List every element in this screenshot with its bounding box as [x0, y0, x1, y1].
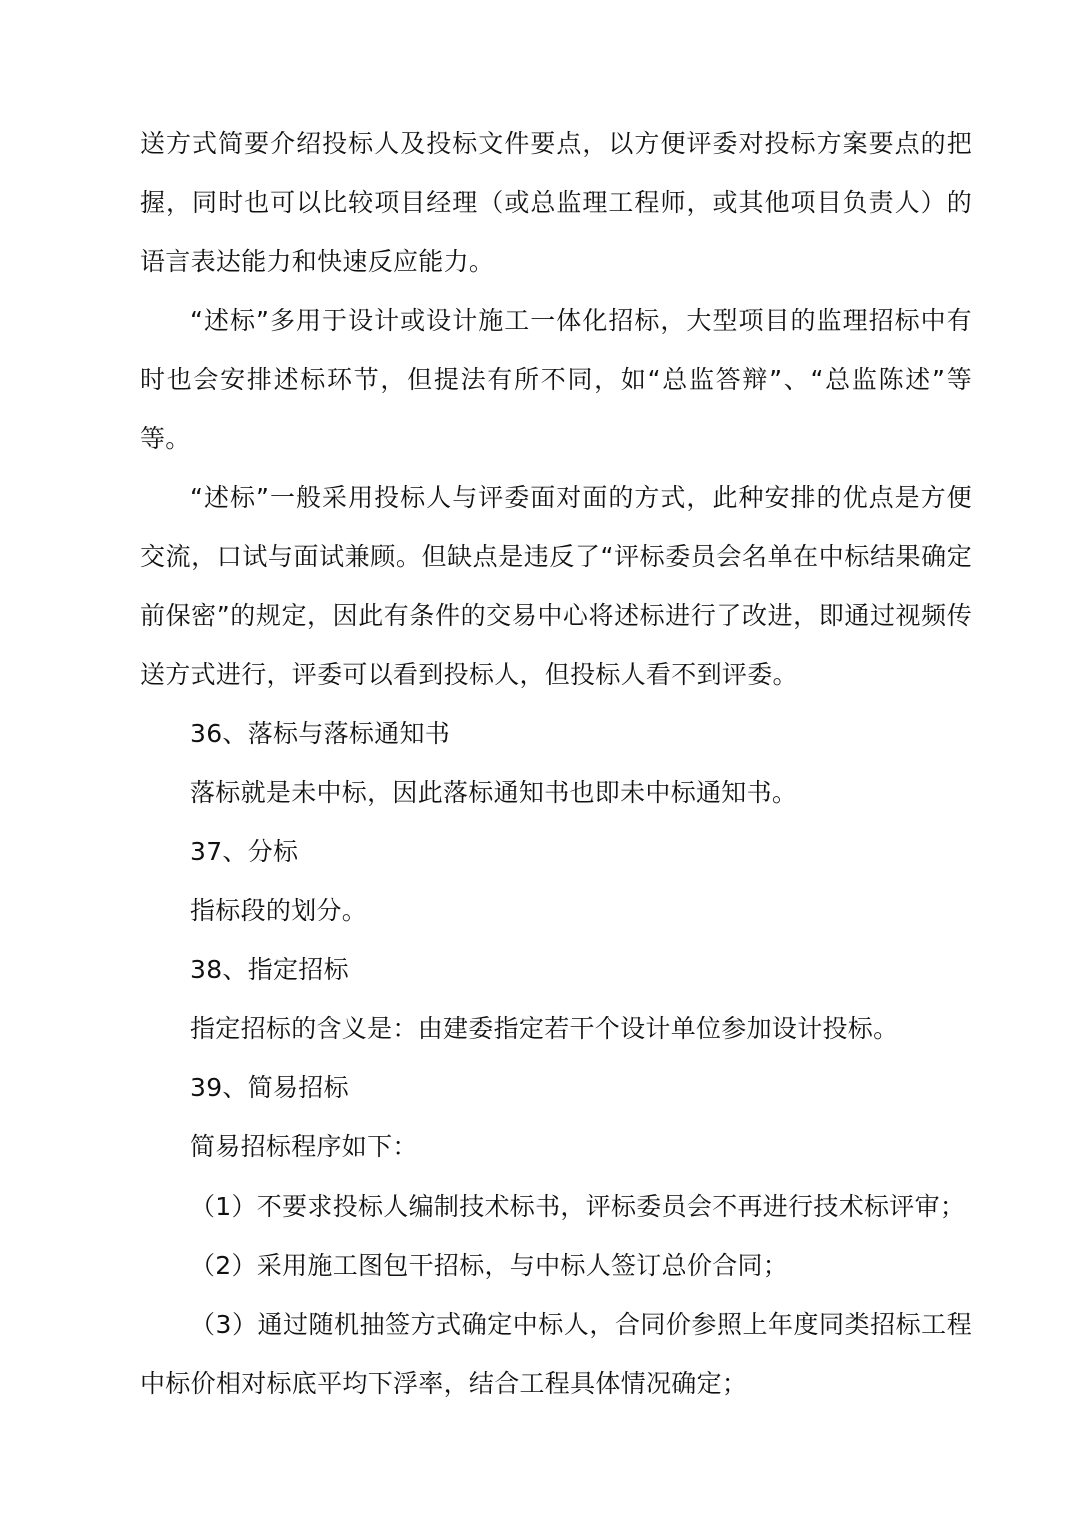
list-item-3: （3）通过随机抽签方式确定中标人，合同价参照上年度同类招标工程中标价相对标底平均下浮率，结合工程具体情况确定；	[140, 1310, 972, 1398]
list-item-1: （1）不要求投标人编制技术标书，评标委员会不再进行技术标评审；	[190, 1192, 966, 1221]
paragraph-shubiao-usage: “述标”多用于设计或设计施工一体化招标，大型项目的监理招标中有时也会安排述标环节，但提法有所不同，如“总监答辩”、“总监陈述”等等。	[140, 306, 972, 453]
heading-item-36: 36、落标与落标通知书	[190, 719, 451, 748]
heading-item-38: 38、指定招标	[190, 955, 349, 984]
heading-item-39: 39、简易招标	[190, 1073, 349, 1102]
definition-item-37: 指标段的划分。	[190, 896, 368, 925]
heading-item-37: 37、分标	[190, 837, 299, 866]
paragraph-shubiao-method: “述标”一般采用投标人与评委面对面的方式，此种安排的优点是方便交流，口试与面试兼顾。但缺点是违反了“评标委员会名单在中标结果确定前保密”的规定，因此有条件的交易中心将述标进行了改进，即通过视频传送方式进行，评委可以看到投标人，但投标人看不到评委。	[140, 483, 972, 689]
definition-item-36: 落标就是未中标，因此落标通知书也即未中标通知书。	[190, 778, 798, 807]
list-item-2: （2）采用施工图包干招标，与中标人签订总价合同；	[190, 1251, 789, 1280]
definition-item-39: 简易招标程序如下：	[190, 1132, 418, 1161]
definition-item-38: 指定招标的含义是：由建委指定若干个设计单位参加设计投标。	[190, 1014, 899, 1043]
paragraph-continuation: 送方式简要介绍投标人及投标文件要点，以方便评委对投标方案要点的把握，同时也可以比较项目经理（或总监理工程师，或其他项目负责人）的语言表达能力和快速反应能力。	[140, 129, 972, 276]
